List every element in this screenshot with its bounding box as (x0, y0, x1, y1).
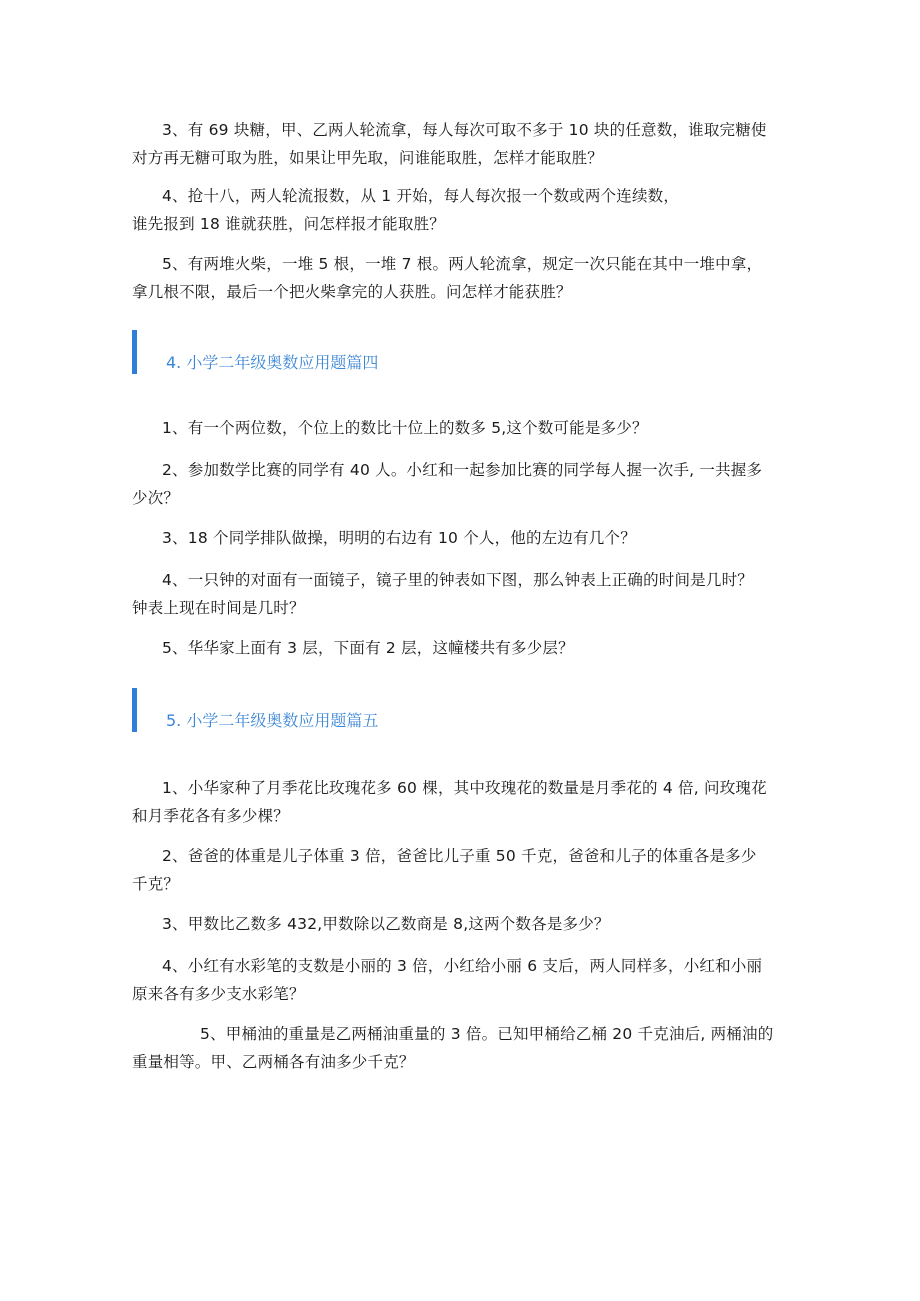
problem-line: 重量相等。甲、乙两桶各有油多少千克？ (132, 1053, 415, 1071)
problem-line: 5、甲桶油的重量是乙两桶油重量的 3 倍。已知甲桶给乙桶 20 千克油后, 两桶油的 (200, 1025, 774, 1043)
problem-5-4 (132, 952, 804, 1008)
problem-line: 原来各有多少支水彩笔？ (132, 985, 305, 1003)
problem-line: 4、一只钟的对面有一面镜子，镜子里的钟表如下图，那么钟表上正确的时间是几时？ (162, 571, 753, 589)
problem-line: 千克？ (132, 875, 180, 893)
problem-4-5 (132, 634, 804, 662)
problem-5-3 (132, 910, 804, 938)
section-heading-4 (132, 330, 532, 374)
problem-3-5 (132, 250, 804, 306)
problem-line: 2、参加数学比赛的同学有 40 人。小红和一起参加比赛的同学每人握一次手, 一共握多 (162, 461, 763, 479)
problem-line: 3、18 个同学排队做操，明明的右边有 10 个人，他的左边有几个？ (162, 529, 636, 547)
problem-4-4 (132, 566, 804, 622)
problem-line: 少次？ (132, 489, 180, 507)
problem-line: 对方再无糖可取为胜，如果让甲先取，问谁能取胜，怎样才能取胜？ (132, 149, 604, 167)
problem-line: 钟表上现在时间是几时？ (132, 599, 305, 617)
section-title: 4. 小学二年级奥数应用题篇四 (166, 353, 379, 372)
problem-line: 4、小红有水彩笔的支数是小丽的 3 倍，小红给小丽 6 支后，两人同样多，小红和小丽 (162, 957, 763, 975)
problem-line: 5、有两堆火柴，一堆 5 根，一堆 7 根。两人轮流拿，规定一次只能在其中一堆中拿， (162, 255, 763, 273)
problem-line: 1、有一个两位数，个位上的数比十位上的数多 5,这个数可能是多少？ (162, 419, 648, 437)
problem-line: 5、华华家上面有 3 层，下面有 2 层，这幢楼共有多少层？ (162, 639, 574, 657)
section-title: 5. 小学二年级奥数应用题篇五 (166, 711, 379, 730)
problem-line: 和月季花各有多少棵？ (132, 807, 290, 825)
problem-4-3 (132, 524, 804, 552)
problem-line: 谁先报到 18 谁就获胜，问怎样报才能取胜？ (132, 215, 445, 233)
problem-4-2 (132, 456, 804, 512)
problem-5-2 (132, 842, 804, 898)
problem-5-5 (132, 1020, 804, 1076)
problem-line: 3、有 69 块糖，甲、乙两人轮流拿，每人每次可取不多于 10 块的任意数，谁取完糖使 (162, 121, 767, 139)
heading-accent-bar (132, 330, 137, 374)
problem-4-1 (132, 414, 804, 442)
problem-line: 2、爸爸的体重是儿子体重 3 倍，爸爸比儿子重 50 千克，爸爸和儿子的体重各是多少 (162, 847, 757, 865)
problem-5-1 (132, 774, 804, 830)
problem-3-3 (132, 116, 804, 172)
problem-line: 3、甲数比乙数多 432,甲数除以乙数商是 8,这两个数各是多少？ (162, 915, 610, 933)
section-heading-5 (132, 688, 532, 732)
heading-accent-bar (132, 688, 137, 732)
problem-line: 拿几根不限，最后一个把火柴拿完的人获胜。问怎样才能获胜？ (132, 283, 572, 301)
problem-3-4 (132, 182, 804, 238)
problem-line: 1、小华家种了月季花比玫瑰花多 60 棵，其中玫瑰花的数量是月季花的 4 倍, 问玫瑰花 (162, 779, 767, 797)
problem-line: 4、抢十八，两人轮流报数，从 1 开始，每人每次报一个数或两个连续数， (162, 187, 680, 205)
